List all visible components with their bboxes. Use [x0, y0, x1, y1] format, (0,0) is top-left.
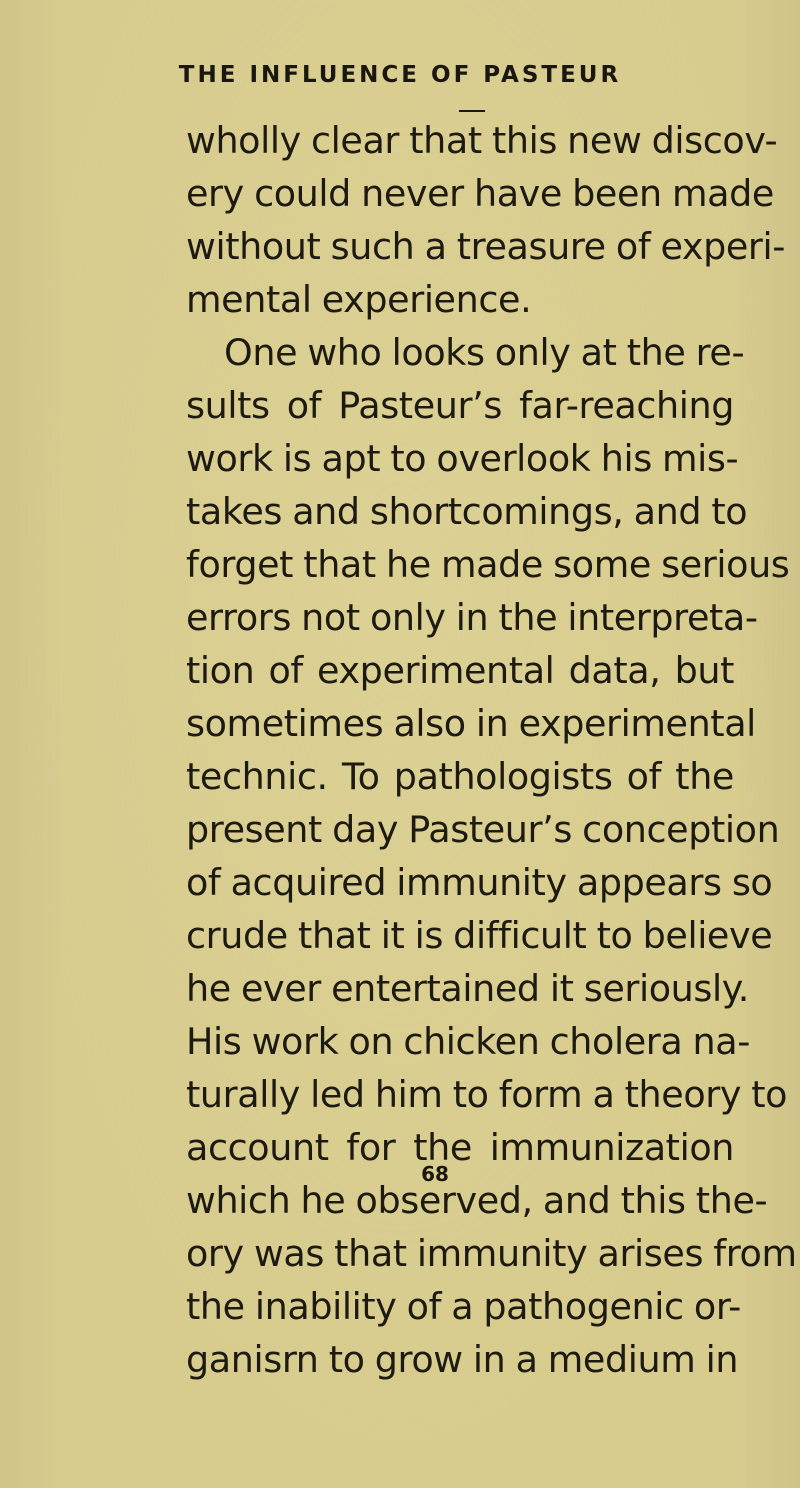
text-line: of acquired immunity appears so: [186, 861, 773, 904]
text-line: present day Pasteur’s conception: [186, 808, 780, 851]
paragraph-first-line: One who looks only at the re-: [224, 331, 745, 374]
text-line: errors not only in the interpreta-: [186, 596, 758, 639]
text-line: ory was that immunity arises from: [186, 1232, 797, 1275]
body-text: [186, 114, 797, 1386]
text-line: crude that it is difficult to believe: [186, 914, 773, 957]
text-line: the inability of a pathogenic or-: [186, 1285, 741, 1328]
text-line: sults of Pasteur’s far-reaching: [186, 384, 734, 427]
header-rule: [459, 110, 485, 112]
text-line: forget that he made some serious: [186, 543, 790, 586]
text-line: His work on chicken cholera na-: [186, 1020, 751, 1063]
text-line: sometimes also in experimental: [186, 702, 756, 745]
text-line: ganisrn to grow in a medium in: [186, 1338, 739, 1381]
text-line: he ever entertained it seriously.: [186, 967, 749, 1010]
text-line: tion of experimental data, but: [186, 649, 734, 692]
running-head: THE INFLUENCE OF PASTEUR: [178, 62, 622, 88]
text-line: takes and shortcomings, and to: [186, 490, 748, 533]
text-line: wholly clear that this new discov-: [186, 119, 778, 162]
text-line: which he observed, and this the-: [186, 1179, 768, 1222]
text-line: technic. To pathologists of the: [186, 755, 734, 798]
text-line: without such a treasure of experi-: [186, 225, 786, 268]
page-number: 68: [421, 1162, 449, 1186]
text-line: ery could never have been made: [186, 172, 774, 215]
text-line: turally led him to form a theory to: [186, 1073, 788, 1116]
text-line: account for the immunization: [186, 1126, 734, 1169]
text-line: mental experience.: [186, 278, 532, 321]
text-line: work is apt to overlook his mis-: [186, 437, 739, 480]
